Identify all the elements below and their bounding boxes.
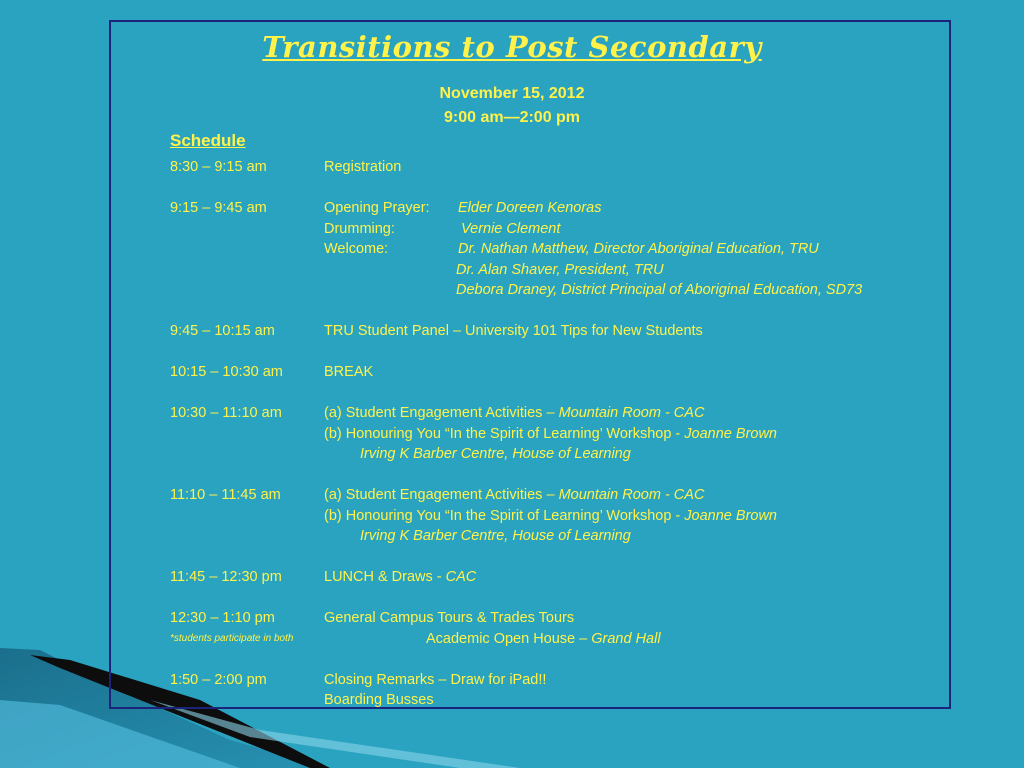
desc-registration: Registration [324,159,402,175]
name-welcome-2: Dr. Alan Shaver, President, TRU [456,262,664,278]
time-session-1: 10:30 – 11:10 am [170,405,282,421]
desc-session-2a: (a) Student Engagement Activities – Mountain Room - CAC [324,487,705,503]
time-closing: 1:50 – 2:00 pm [170,672,267,688]
label-welcome: Welcome: [324,241,389,257]
desc-session-1a: (a) Student Engagement Activities – Mountain Room - CAC [324,405,705,421]
desc-open-house: Academic Open House – Grand Hall [426,631,661,647]
label-opening-prayer: Opening Prayer: [324,200,430,216]
time-session-2: 11:10 – 11:45 am [170,487,281,503]
time-registration: 8:30 – 9:15 am [170,159,267,175]
desc-session-1b: (b) Honouring You “In the Spirit of Learning’ Workshop - Joanne Brown [324,426,777,442]
desc-break: BREAK [324,364,374,380]
loc-session-2b: Irving K Barber Centre, House of Learning [360,528,631,544]
time-opening: 9:15 – 9:45 am [170,200,267,216]
name-welcome-3: Debora Draney, District Principal of Aboriginal Education, SD73 [456,282,863,298]
desc-session-2b: (b) Honouring You “In the Spirit of Learning’ Workshop - Joanne Brown [324,508,777,524]
name-opening-prayer: Elder Doreen Kenoras [458,200,602,216]
name-drumming: Vernie Clement [461,221,561,237]
time-lunch: 11:45 – 12:30 pm [170,569,282,585]
time-tours: 12:30 – 1:10 pm [170,610,275,626]
desc-panel: TRU Student Panel – University 101 Tips for New Students [324,323,703,339]
schedule-heading: Schedule [170,131,246,150]
label-drumming: Drumming: [324,221,395,237]
event-time: 9:00 am—2:00 pm [443,109,581,126]
time-panel: 9:45 – 10:15 am [170,323,275,339]
desc-tours: General Campus Tours & Trades Tours [324,610,575,626]
desc-lunch: LUNCH & Draws - CAC [324,569,477,585]
event-date: November 15, 2012 [439,85,585,102]
desc-closing: Closing Remarks – Draw for iPad!! [324,672,547,688]
loc-session-1b: Irving K Barber Centre, House of Learning [360,446,631,462]
desc-boarding: Boarding Busses [324,692,434,708]
note-students: *students participate in both [170,633,294,644]
name-welcome-1: Dr. Nathan Matthew, Director Aboriginal Education, TRU [458,241,819,257]
time-break: 10:15 – 10:30 am [170,364,283,380]
page-title: Transitions to Post Secondary [262,30,762,64]
